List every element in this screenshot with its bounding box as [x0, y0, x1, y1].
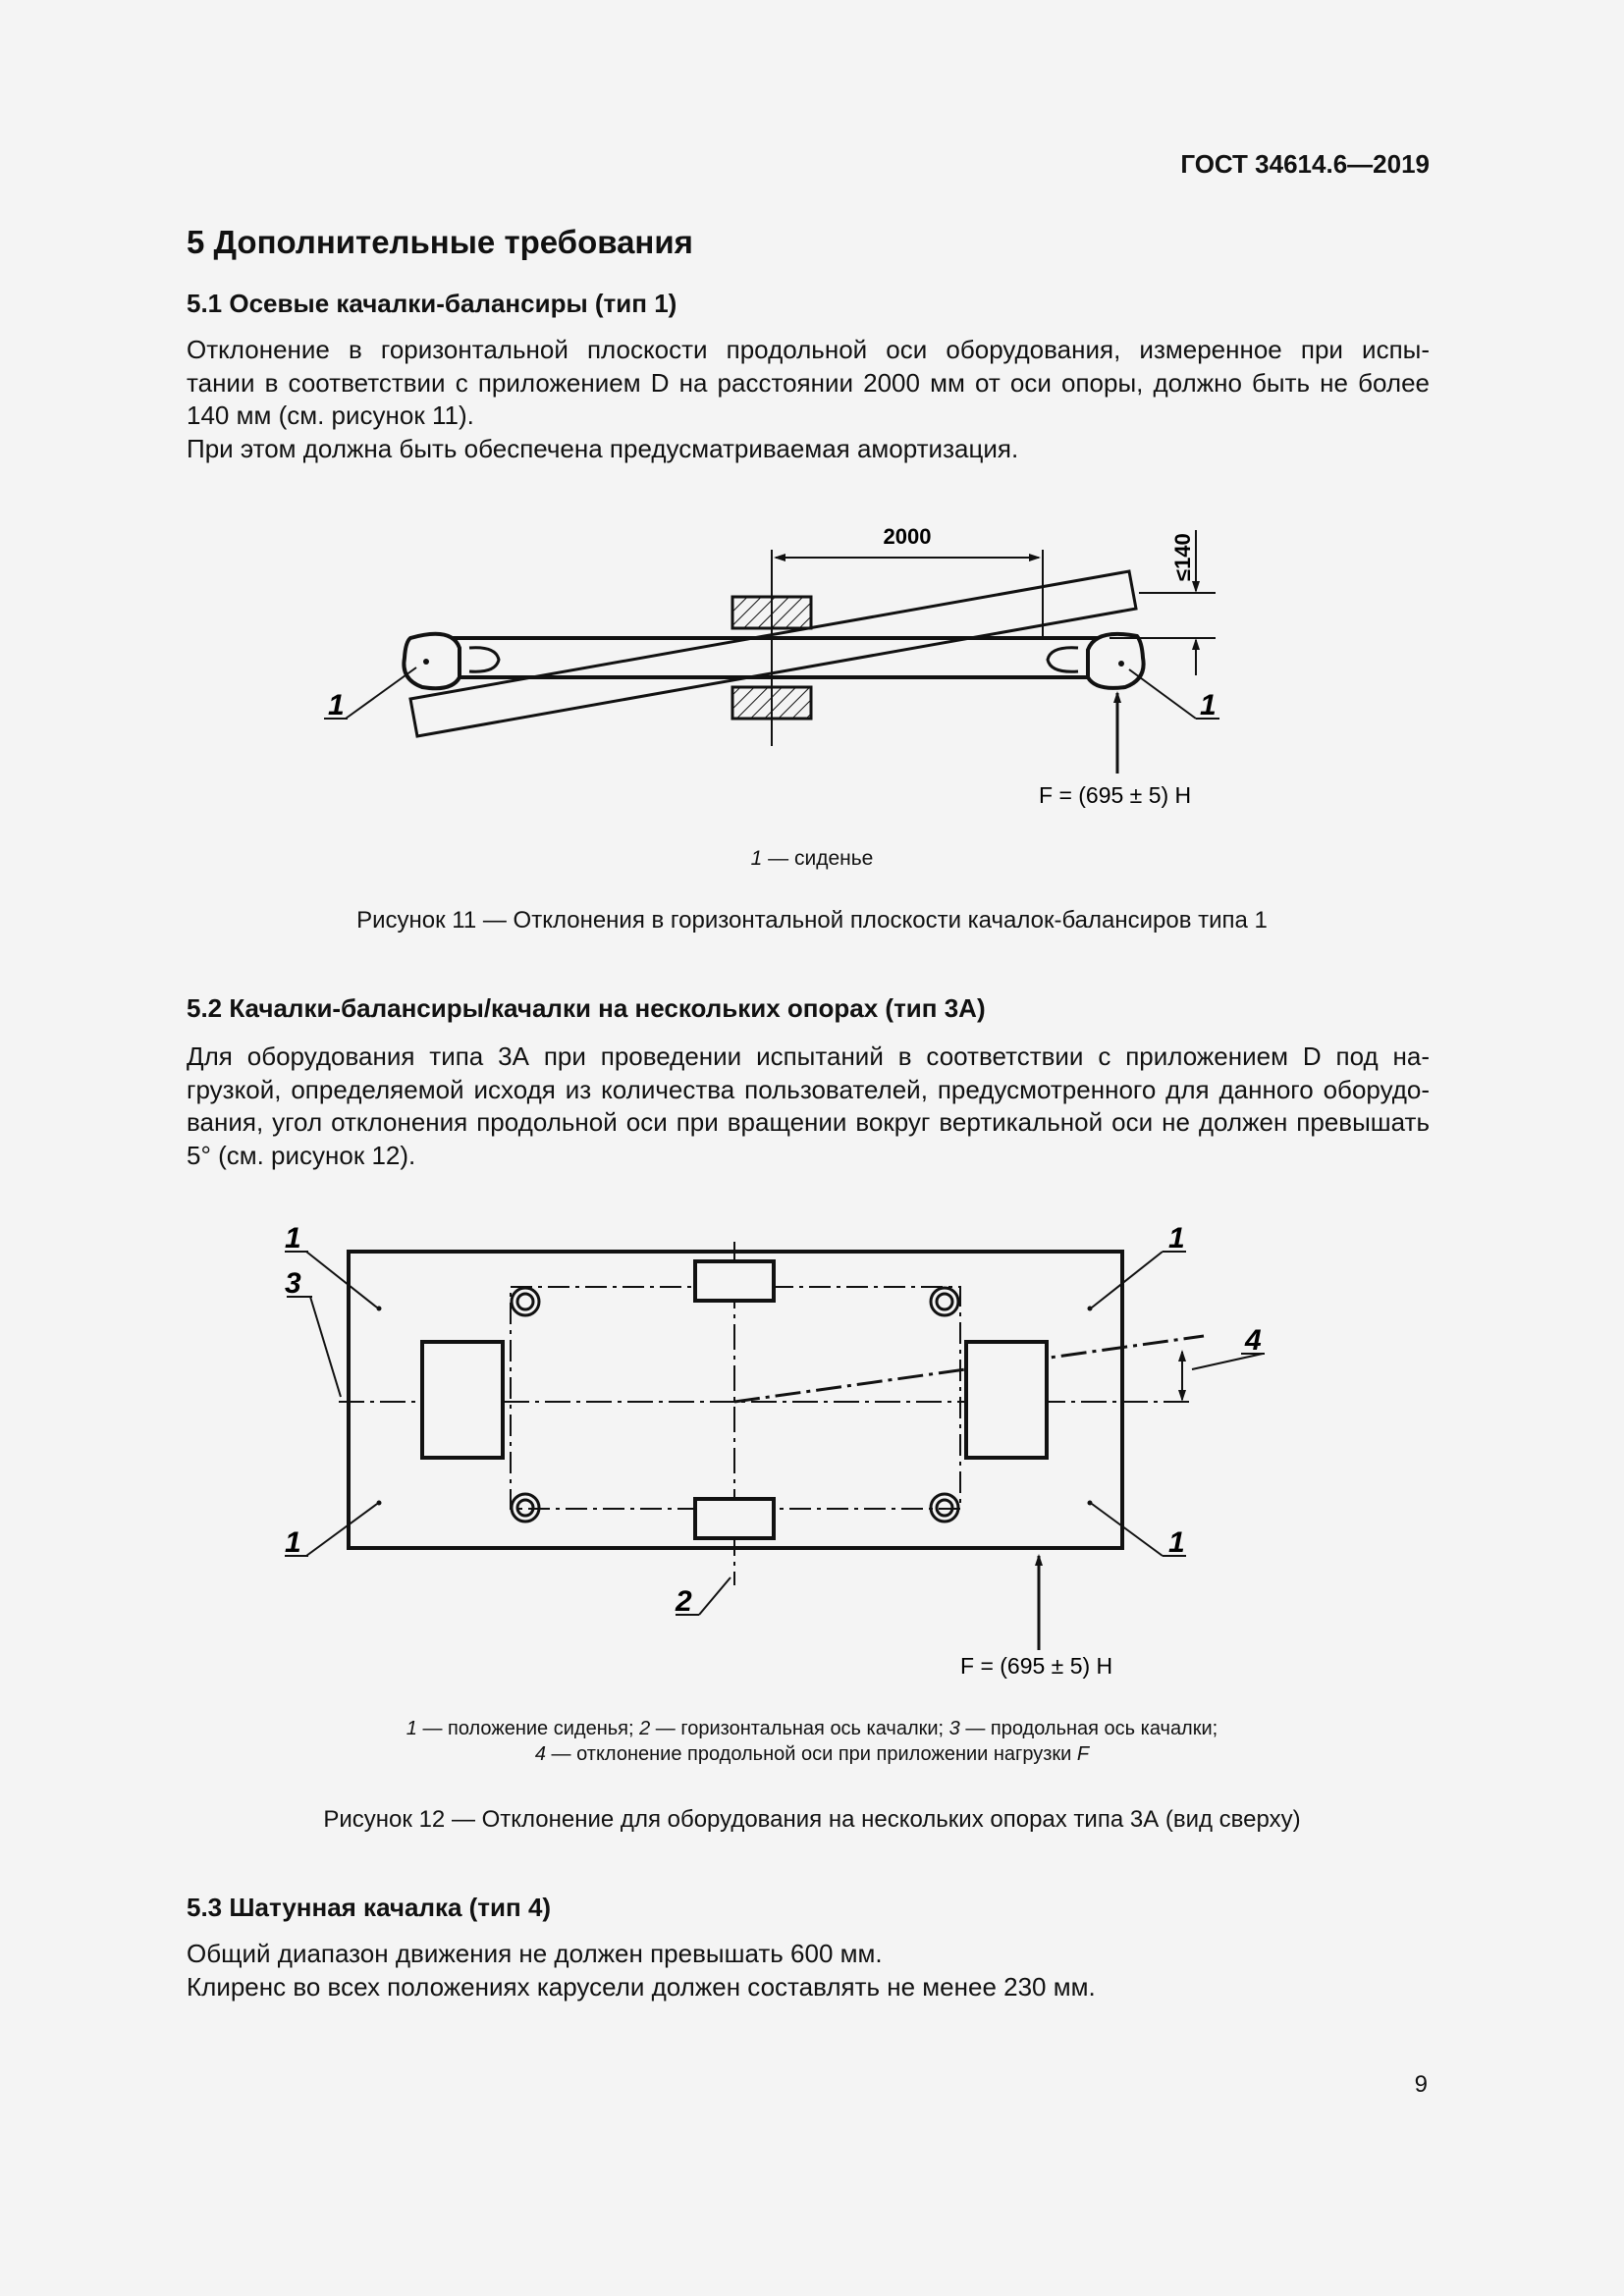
figure-12-label-longitudinal-axis: 3 — [285, 1267, 301, 1300]
figure-12-diagram — [0, 1222, 1624, 1693]
legend-symbol: F — [1076, 1743, 1090, 1765]
figure-11-label-seat-right: 1 — [1200, 689, 1217, 721]
seat-left — [422, 1342, 503, 1458]
figure-11-diagram — [0, 510, 1624, 815]
seat-left — [404, 634, 460, 688]
subsection-5-3-title: 5.3 Шатунная качалка (тип 4) — [187, 1893, 552, 1922]
dimension-140-label: ≤140 — [1170, 533, 1195, 581]
figure-12-label-seat-tr: 1 — [1168, 1222, 1185, 1255]
para-line: 5° (см. рисунок 12). — [187, 1140, 416, 1170]
dimension-2000-label: 2000 — [883, 524, 932, 549]
figure-11-legend — [0, 846, 1624, 872]
seat-right — [1088, 634, 1144, 688]
figure-12-legend — [0, 1716, 1624, 1767]
legend-number: 1 — [406, 1718, 417, 1739]
legend-number: 1 — [750, 847, 763, 870]
figure-12-label-seat-br: 1 — [1168, 1526, 1185, 1559]
legend-text: — горизонтальная ось качалки; — [650, 1718, 949, 1739]
legend-number: 2 — [639, 1718, 651, 1739]
subsection-5-2-text — [187, 1041, 1430, 1172]
subsection-5-1-title: 5.1 Осевые качалки-балансиры (тип 1) — [187, 289, 677, 318]
para-line: Общий диапазон движения не должен превышать 600 мм. — [187, 1939, 883, 1968]
subsection-5-1-text — [187, 334, 1430, 465]
figure-12-force-label: F = (695 ± 5) Н — [960, 1653, 1113, 1679]
para-line: Отклонение в горизонтальной плоскости продольной оси оборудования, измеренное при испы- — [187, 335, 1430, 364]
figure-12-caption: Рисунок 12 — Отклонение для оборудования на нескольких опорах типа 3А (вид сверху) — [323, 1806, 1301, 1833]
legend-text: — продольная ось качалки; — [959, 1718, 1218, 1739]
section-title: 5 Дополнительные требования — [187, 224, 693, 260]
handle-right — [1048, 648, 1078, 672]
legend-number: 4 — [534, 1743, 546, 1765]
figure-12-label-seat-tl: 1 — [285, 1222, 301, 1255]
para-line: Клиренс во всех положениях карусели должен составлять не менее 230 мм. — [187, 1971, 1096, 2002]
figure-12-label-horizontal-axis: 2 — [676, 1585, 692, 1618]
para-line: грузкой, определяемой исходя из количества пользователей, предусмотренного для данного оборудо- — [187, 1074, 1430, 1104]
legend-text: — отклонение продольной оси при приложении нагрузки — [546, 1743, 1077, 1765]
axle-box-top — [695, 1261, 774, 1301]
para-line: 140 мм (см. рисунок 11). — [187, 400, 474, 430]
para-line: тании в соответствии с приложением D на расстоянии 2000 мм от оси опоры, должно быть не более — [187, 367, 1430, 398]
legend-number: 3 — [948, 1718, 960, 1739]
figure-12-label-seat-bl: 1 — [285, 1526, 301, 1559]
figure-11-force-label: F = (695 ± 5) Н — [1039, 782, 1192, 808]
figure-11-caption: Рисунок 11 — Отклонения в горизонтальной плоскости качалок-балансиров типа 1 — [356, 907, 1268, 934]
para-line: вания, угол отклонения продольной оси при вращении вокруг вертикальной оси не должен превышать — [187, 1107, 1430, 1137]
subsection-5-3-text — [187, 1938, 1096, 2003]
seat-right — [966, 1342, 1047, 1458]
legend-text: — положение сиденья; — [416, 1718, 640, 1739]
handle-left — [469, 648, 499, 672]
page-number: 9 — [1414, 2071, 1428, 2098]
figure-12-label-deflection: 4 — [1245, 1324, 1262, 1357]
axle-box-bottom — [695, 1499, 774, 1538]
standard-number: ГОСТ 34614.6—2019 — [1180, 149, 1430, 179]
legend-text: — сиденье — [762, 847, 874, 870]
para-line: Для оборудования типа 3А при проведении испытаний в соответствии с приложением D под на- — [187, 1041, 1430, 1071]
para-line: При этом должна быть обеспечена предусматриваемая амортизация. — [187, 433, 1019, 463]
figure-11-label-seat-left: 1 — [328, 689, 345, 721]
subsection-5-2-title: 5.2 Качалки-балансиры/качалки на нескольких опорах (тип 3А) — [187, 993, 986, 1023]
